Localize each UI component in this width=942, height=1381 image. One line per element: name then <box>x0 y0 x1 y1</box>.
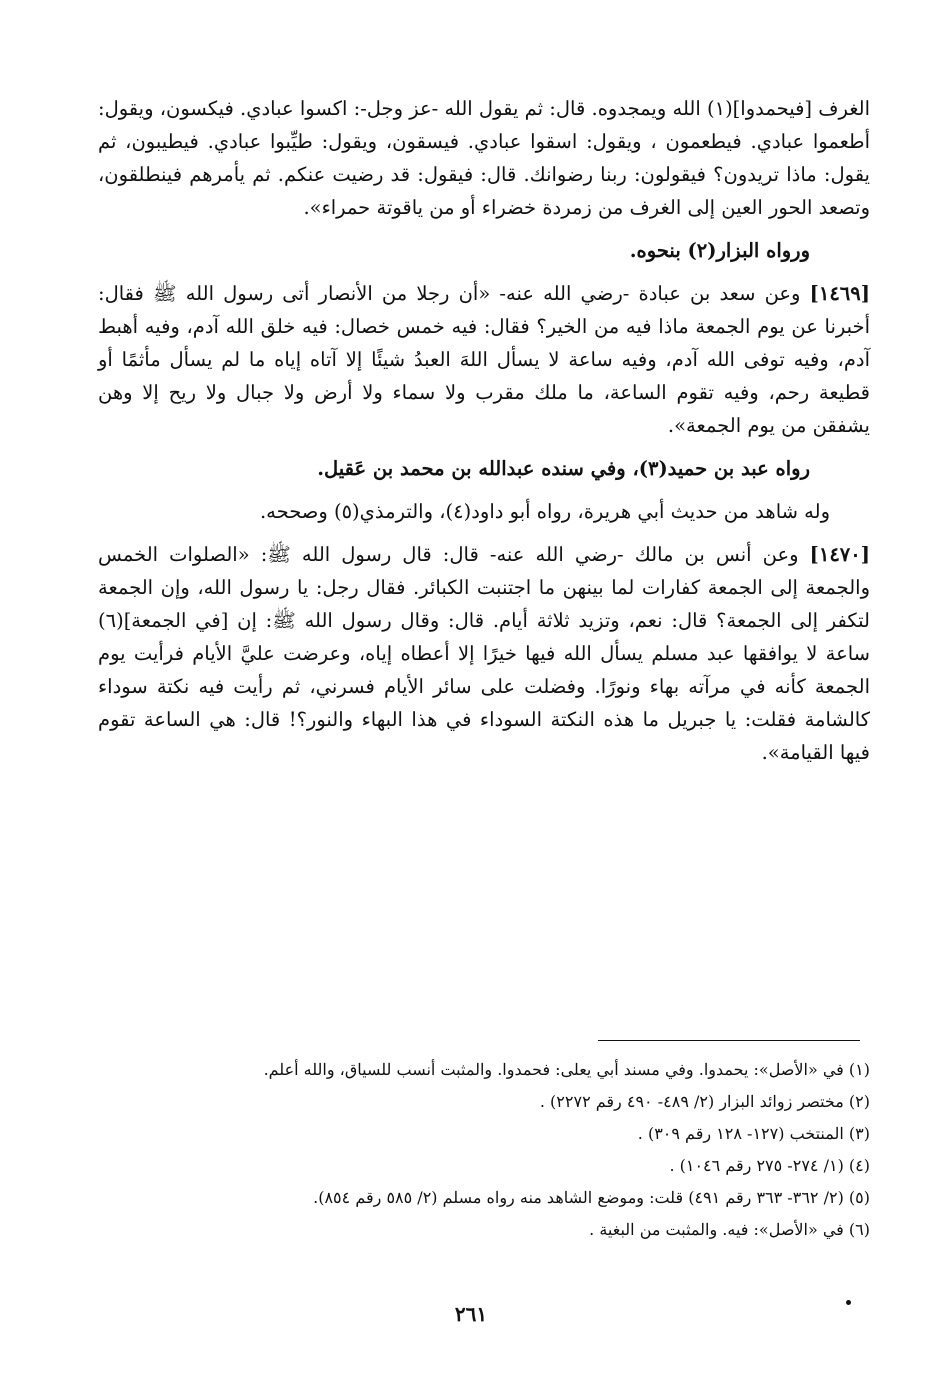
hadith-number: [١٤٦٩] <box>809 282 870 305</box>
page-number: ٢٦١ <box>454 1302 488 1326</box>
footnote: (٤) (١/ ٢٧٤- ٢٧٥ رقم ١٠٤٦) . <box>669 1156 870 1175</box>
main-text <box>98 92 870 769</box>
hadith-text: وعن أنس بن مالك -رضي الله عنه- قال: قال رسول الله ﷺ: «الصلوات الخمس والجمعة إلى الجمعة كفارات لما بينهن ما اجتنبت الكبائر. فقال رجل: يا رسول الله، وإن الجمعة لتكفر إلى الجمعة؟ قال: نعم، وتزيد ثلاثة أيام. قال: وقال رسول الله ﷺ: إن [في الجمعة](٦) ساعة لا يوافقها عبد مسلم يسأل الله فيها خيرًا إلا أعطاه إياه، وعرضت عليَّ الأيام فرأيت يوم الجمعة كأنه في مرآته بهاء ونورًا. وفضلت على سائر الأيام فسرني، ثم رأيت فيه نكتة سوداء كالشامة فقلت: يا جبريل ما هذه النكتة السوداء في هذا البهاء والنور؟! قال: هي الساعة تقوم فيها القيامة». <box>98 543 870 764</box>
footnote: (٢) مختصر زوائد البزار (٢/ ٤٨٩- ٤٩٠ رقم ٢٢٧٢) . <box>539 1092 870 1111</box>
paragraph-continuation: الغرف [فيحمدوا](١) الله ويمجدوه. قال: ثم يقول الله -عز وجل-: اكسوا عبادي. فيكسون، ويقول: أطعموا عبادي. فيطعمون ، ويقول: اسقوا عبادي. فيسقون، ويقول: طيِّبوا عبادي. فيطيبون، ثم يقول: ماذا تريدون؟ فيقولون: ربنا رضوانك. قال: فيقول: قد رضيت عنكم. ثم يأمرهم فينطلقون، وتصعد الحور العين إلى الغرف من زمردة خضراء أو من ياقوتة حمراء». <box>98 97 870 219</box>
footnote-divider <box>598 1040 860 1041</box>
footnote: (٦) في «الأصل»: فيه. والمثبت من البغية . <box>589 1220 870 1239</box>
hadith-1470 <box>98 538 870 769</box>
paragraph-bazzar-note: ورواه البزار(٢) بنحوه. <box>629 239 810 262</box>
hadith-number: [١٤٧٠] <box>809 543 870 566</box>
footnote: (٣) المنتخب (١٢٧- ١٢٨ رقم ٣٠٩) . <box>637 1124 870 1143</box>
paragraph-abd-humaid-note: رواه عبد بن حميد(٣)، وفي سنده عبدالله بن محمد بن عَقيل. <box>317 457 810 480</box>
hadith-text: وعن سعد بن عبادة -رضي الله عنه- «أن رجلا من الأنصار أتى رسول الله ﷺ فقال: أخبرنا عن يوم الجمعة ماذا فيه من الخير؟ فقال: فيه خمس خصال: فيه خلق الله آدم، وفيه أهبط آدم، وفيه توفى الله آدم، وفيه ساعة لا يسأل اللهَ العبدُ شيئًا إلا آتاه إياه ما لم يسأل مأثمًا أو قطيعة رحم، وفيه تقوم الساعة، ما ملك مقرب ولا سماء ولا أرض ولا جبال ولا ريح إلا وهن يشفقن من يوم الجمعة». <box>98 282 870 437</box>
ink-dot <box>846 1300 851 1305</box>
footnotes <box>98 1054 870 1246</box>
hadith-1469 <box>98 277 870 442</box>
paragraph-witness-note: وله شاهد من حديث أبي هريرة، رواه أبو داود(٤)، والترمذي(٥) وصححه. <box>259 500 830 523</box>
footnote: (٥) (٢/ ٣٦٢- ٣٦٣ رقم ٤٩١) قلت: وموضع الشاهد منه رواه مسلم (٢/ ٥٨٥ رقم ٨٥٤). <box>313 1188 870 1207</box>
footnote: (١) في «الأصل»: يحمدوا. وفي مسند أبي يعلى: فحمدوا. والمثبت أنسب للسياق، والله أعلم. <box>263 1060 870 1079</box>
